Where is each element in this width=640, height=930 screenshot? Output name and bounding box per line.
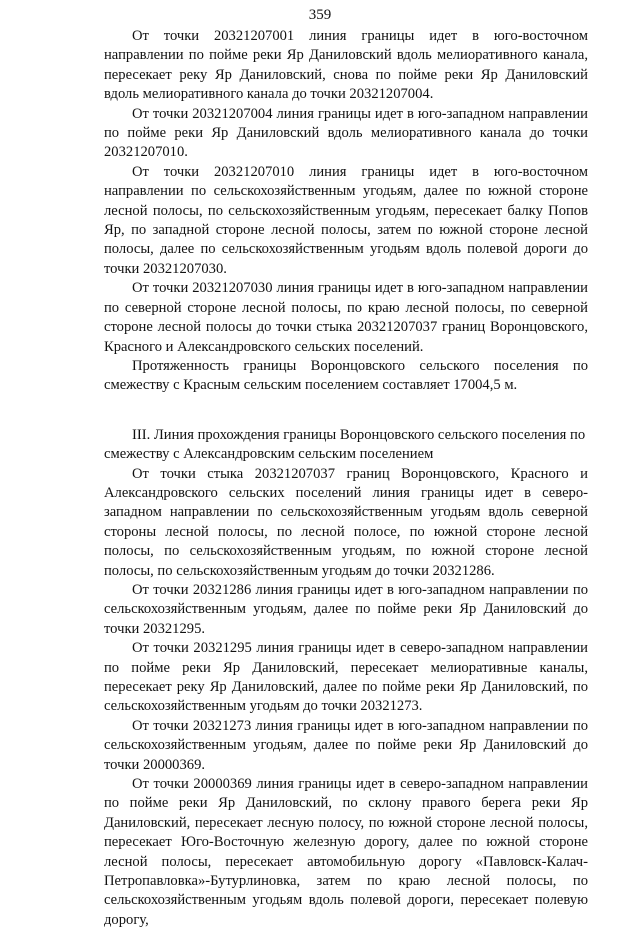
paragraph: От точки 20321207004 линия границы идет в юго-западном направлении по пойме реки Яр Даниловский вдоль мелиоративного канала до точки 20321207010. xyxy=(104,105,588,161)
paragraph: От точки 20321207001 линия границы идет в юго-восточном направлении по пойме реки Яр Даниловский вдоль мелиоративного канала, пересекает реку Яр Даниловский, снова по пойме реки Яр Даниловский вдоль мелиоративного канала до точки 20321207004. xyxy=(104,28,588,103)
page-number: 359 xyxy=(308,7,332,23)
paragraph: От точки 20321207030 линия границы идет в юго-западном направлении по северной стороне лесной полосы, по краю лесной полосы, по северной стороне лесной полосы до точки стыка 20321207037 границ Воронцовского, Красного и Александровского сельских поселений. xyxy=(104,280,588,355)
paragraph: От точки 20321207010 линия границы идет в юго-восточном направлении по сельскохозяйственным угодьям, далее по южной стороне лесной полосы, по сельскохозяйственным угодьям, пересекает балку Попов Яр, по западной стороне лесной полосы, затем по южной стороне лесной полосы, далее по сельскохозяйственным угодьям вдоль полевой дороги до точки 20321207030. xyxy=(104,163,588,277)
paragraph: От точки 20321286 линия границы идет в юго-западном направлении по сельскохозяйственным угодьям, далее по пойме реки Яр Даниловский до точки 20321295. xyxy=(104,581,588,637)
paragraph: От точки 20321295 линия границы идет в северо-западном направлении по пойме реки Яр Даниловский, пересекает мелиоративные каналы, пересекает реку Яр Даниловский, далее по пойме реки Яр Даниловский, по сельскохозяйственным угодьям до точки 20321273. xyxy=(104,640,588,715)
paragraph: От точки 20000369 линия границы идет в северо-западном направлении по пойме реки Яр Даниловский, по склону правого берега реки Яр Даниловский, пересекает лесную полосу, по южной стороне лесной полосы, пересекает Юго-Восточную железную дорогу, далее по южной стороне лесной полосы, пересекает автомобильную дорогу «Павловск-Калач-Петропавловка»-Бутурлиновка, затем по краю лесной полосы, по сельскохозяйственным угодьям вдоль полевой дороги, пересекает полевую дорогу, xyxy=(104,776,588,928)
paragraph: Протяженность границы Воронцовского сельского поселения по смежеству с Красным сельским поселением составляет 17004,5 м. xyxy=(104,357,588,394)
paragraph: От точки стыка 20321207037 границ Воронцовского, Красного и Александровского сельских поселений линия границы идет в северо-западном направлении по сельскохозяйственным угодьям вдоль северной стороны лесной полосы, по лесной полосе, по южной стороне лесной полосы, по сельскохозяйственным угодьям, по южной стороне лесной полосы, по сельскохозяйственным угодьям до точки 20321286. xyxy=(104,465,588,579)
paragraph: От точки 20321273 линия границы идет в юго-западном направлении по сельскохозяйственным угодьям, далее по пойме реки Яр Даниловский до точки 20000369. xyxy=(104,717,588,773)
section-heading: III. Линия прохождения границы Воронцовского сельского поселения по смежеству с Александровским сельским поселением xyxy=(104,426,586,463)
document-body xyxy=(104,27,588,930)
